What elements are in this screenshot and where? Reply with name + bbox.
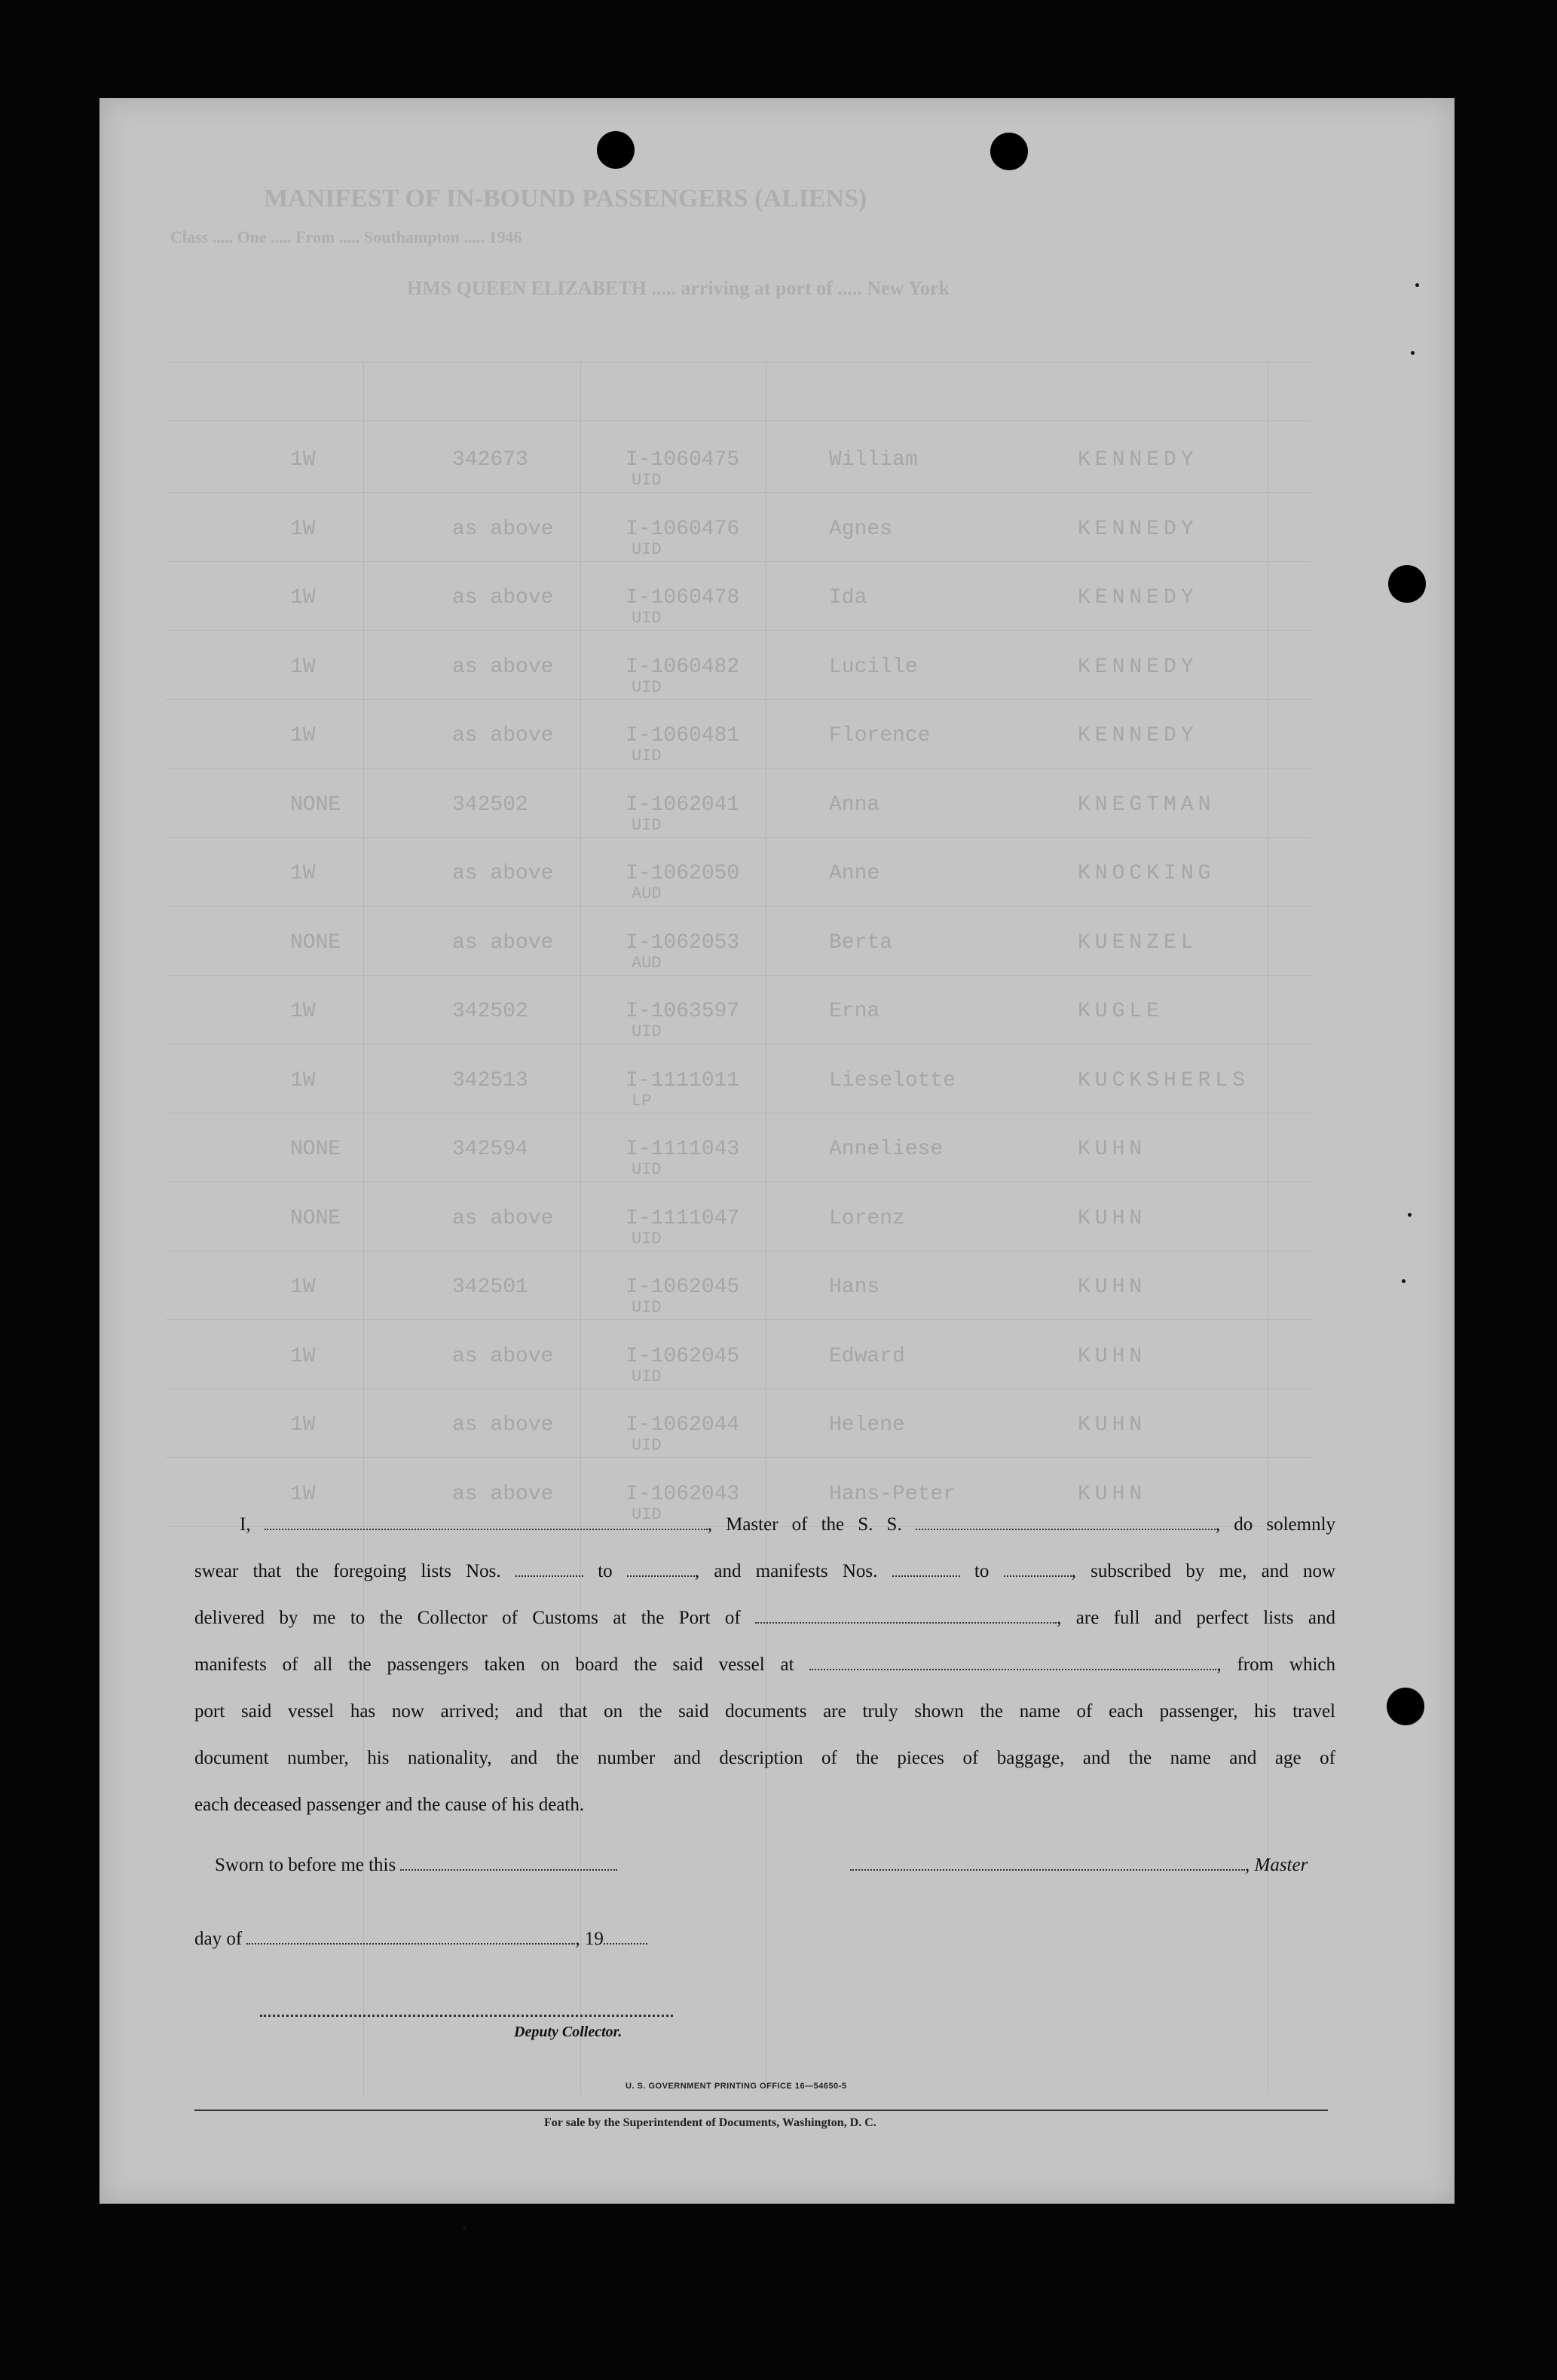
faded-row-note: as above	[452, 586, 554, 610]
punch-hole-right-lower	[1387, 1688, 1424, 1725]
faded-row-doc: I-1062045	[626, 1276, 740, 1299]
faded-row-given: Anneliese	[829, 1138, 944, 1161]
faded-row-code: UID	[632, 747, 662, 765]
faded-row-rule	[166, 1319, 1311, 1320]
faded-row-tag: 1W	[290, 655, 316, 679]
day-of-label: day of	[194, 1929, 243, 1949]
faded-row-tag: 1W	[290, 518, 316, 541]
faded-row-name: KENNEDY	[1078, 655, 1198, 679]
faded-row-given: Erna	[829, 1000, 880, 1023]
faded-row-doc: I-1062043	[626, 1483, 740, 1506]
faded-row-given: Edward	[829, 1345, 905, 1368]
master-oath	[194, 1502, 1335, 1829]
port-field	[755, 1609, 1057, 1624]
faded-row-name: KUHN	[1078, 1413, 1147, 1437]
punch-hole-top-right	[990, 133, 1028, 170]
faded-row-tag: 1W	[290, 586, 316, 610]
faded-row-doc: I-1060476	[626, 518, 740, 541]
oath-text: , subscribed by me, and now	[1071, 1561, 1336, 1581]
faded-row-note: as above	[452, 1483, 554, 1506]
faded-row-doc: I-1060481	[626, 724, 740, 747]
master-signature-line	[850, 1855, 1308, 1876]
faded-row-note: 342502	[452, 1000, 528, 1023]
punch-hole-right-upper	[1388, 565, 1426, 603]
faded-row-name: KENNEDY	[1078, 448, 1198, 472]
deputy-signature-field	[260, 2015, 673, 2017]
faded-row-doc: I-1062041	[626, 793, 740, 817]
faded-row-code: LP	[632, 1092, 652, 1111]
faded-row-code: AUD	[632, 884, 662, 903]
faded-row-doc: I-1060475	[626, 448, 740, 472]
oath-text: to	[974, 1561, 990, 1581]
faded-row-name: KUHN	[1078, 1483, 1147, 1506]
faded-row-note: as above	[452, 1207, 554, 1230]
faded-row-name: KUHN	[1078, 1345, 1147, 1368]
day-of-field	[246, 1929, 575, 1945]
faded-row-given: Lieselotte	[829, 1069, 956, 1092]
faded-row-name: KNEGTMAN	[1078, 793, 1216, 817]
faded-row-tag: 1W	[290, 862, 316, 885]
table-column-divider	[363, 362, 364, 2094]
faded-row-tag: NONE	[290, 1138, 341, 1161]
faded-row-given: Helene	[829, 1413, 905, 1437]
dust-speck	[1402, 1279, 1406, 1283]
faded-row-name: KENNEDY	[1078, 586, 1198, 610]
form-vessel-line: HMS QUEEN ELIZABETH ..... arriving at port of ..... New York	[407, 277, 950, 299]
faded-row-doc: I-1062053	[626, 931, 740, 955]
faded-row-given: Lorenz	[829, 1207, 905, 1230]
dust-speck	[1411, 351, 1415, 355]
faded-row-tag: 1W	[290, 1413, 316, 1437]
oath-text: , from which	[1216, 1654, 1336, 1675]
master-label: , Master	[1245, 1855, 1308, 1875]
punch-hole-top-left	[597, 131, 635, 169]
faded-row-name: KENNEDY	[1078, 518, 1198, 541]
faded-row-doc: I-1062045	[626, 1345, 740, 1368]
faded-row-note: 342501	[452, 1276, 528, 1299]
faded-row-rule	[166, 1043, 1311, 1044]
oath-text: , Master of the S. S.	[707, 1514, 902, 1535]
manifest-from-field	[892, 1562, 960, 1577]
sworn-line	[215, 1855, 617, 1876]
faded-row-note: 342513	[452, 1069, 528, 1092]
faded-row-note: 342594	[452, 1138, 528, 1161]
faded-row-doc: I-1060478	[626, 586, 740, 610]
faded-row-doc: I-1063597	[626, 1000, 740, 1023]
faded-row-code: UID	[632, 1367, 662, 1386]
faded-row-note: 342502	[452, 793, 528, 817]
faded-row-code: UID	[632, 1230, 662, 1248]
faded-row-given: Berta	[829, 931, 893, 955]
faded-row-given: Anne	[829, 862, 880, 885]
oath-text: each deceased passenger and the cause of his death.	[194, 1795, 585, 1815]
faded-row-given: William	[829, 448, 918, 472]
sworn-label: Sworn to before me this	[215, 1855, 396, 1875]
faded-row-code: UID	[632, 471, 662, 490]
faded-row-name: KUHN	[1078, 1138, 1147, 1161]
oath-text: port said vessel has now arrived; and that on the said documents are truly shown the name of each passenger, his travel	[194, 1701, 1335, 1722]
faded-row-rule	[166, 1457, 1311, 1458]
oath-text: delivered by me to the Collector of Customs at the Port of	[194, 1608, 741, 1628]
faded-row-tag: 1W	[290, 1000, 316, 1023]
oath-text: , are full and perfect lists and	[1057, 1608, 1336, 1628]
ship-name-field	[916, 1515, 1216, 1530]
faded-row-given: Hans-Peter	[829, 1483, 956, 1506]
faded-row-given: Anna	[829, 793, 880, 817]
faded-row-name: KUHN	[1078, 1207, 1147, 1230]
list-to-field	[627, 1562, 695, 1577]
faded-row-rule	[166, 975, 1311, 976]
sale-notice: For sale by the Superintendent of Documents, Washington, D. C.	[544, 2116, 876, 2129]
faded-row-tag: 1W	[290, 1069, 316, 1092]
day-of-line	[194, 1929, 647, 1950]
master-name-field	[265, 1515, 708, 1530]
faded-row-code: AUD	[632, 954, 662, 973]
list-from-field	[515, 1562, 583, 1577]
faded-row-code: UID	[632, 1160, 662, 1179]
faded-row-note: as above	[452, 518, 554, 541]
master-signature-field	[850, 1856, 1245, 1871]
faded-row-note: as above	[452, 724, 554, 747]
faded-row-note: as above	[452, 1345, 554, 1368]
faded-row-tag: 1W	[290, 1483, 316, 1506]
faded-row-given: Agnes	[829, 518, 893, 541]
faded-row-tag: NONE	[290, 1207, 341, 1230]
year-field	[604, 1929, 647, 1945]
faded-row-code: UID	[632, 1436, 662, 1455]
faded-row-name: KUGLE	[1078, 1000, 1164, 1023]
faded-row-code: UID	[632, 1298, 662, 1317]
faded-row-given: Florence	[829, 724, 931, 747]
oath-text: to	[598, 1561, 613, 1581]
footer-rule	[194, 2110, 1328, 2111]
faded-row-rule	[166, 492, 1311, 493]
faded-row-note: as above	[452, 931, 554, 955]
faded-row-note: as above	[452, 1413, 554, 1437]
table-column-divider	[580, 362, 581, 2094]
faded-row-code: UID	[632, 678, 662, 697]
faded-row-tag: 1W	[290, 724, 316, 747]
year-label: , 19	[575, 1929, 604, 1949]
deputy-collector-label: Deputy Collector.	[514, 2024, 622, 2040]
faded-row-given: Hans	[829, 1276, 880, 1299]
faded-row-rule	[166, 699, 1311, 700]
faded-row-given: Ida	[829, 586, 867, 610]
oath-text: , do solemnly	[1215, 1514, 1336, 1535]
faded-row-name: KUHN	[1078, 1276, 1147, 1299]
dust-speck	[1408, 1213, 1412, 1217]
faded-row-note: as above	[452, 655, 554, 679]
oath-text: , and manifests Nos.	[694, 1561, 878, 1581]
faded-row-doc: I-1062044	[626, 1413, 740, 1437]
faded-row-note: 342673	[452, 448, 528, 472]
faded-row-code: UID	[632, 1505, 662, 1524]
form-class-line: Class ..... One ..... From ..... Southampton ..... 1946	[170, 228, 522, 246]
faded-row-name: KENNEDY	[1078, 724, 1198, 747]
embarkation-port-field	[809, 1655, 1216, 1670]
form-title: MANIFEST OF IN-BOUND PASSENGERS (ALIENS)	[264, 185, 867, 212]
faded-row-code: UID	[632, 816, 662, 835]
faded-row-doc: I-1111011	[626, 1069, 740, 1092]
faded-row-note: as above	[452, 862, 554, 885]
faded-row-rule	[166, 837, 1311, 838]
faded-row-code: UID	[632, 540, 662, 559]
dust-speck	[463, 2226, 466, 2229]
faded-row-name: KUCKSHERLS	[1078, 1069, 1250, 1092]
faded-row-given: Lucille	[829, 655, 918, 679]
faded-row-tag: 1W	[290, 1345, 316, 1368]
faded-row-doc: I-1062050	[626, 862, 740, 885]
faded-row-code: UID	[632, 609, 662, 628]
dust-speck	[1415, 283, 1419, 287]
faded-row-name: KNOCKING	[1078, 862, 1216, 885]
faded-row-tag: NONE	[290, 931, 341, 955]
faded-row-rule	[166, 1113, 1311, 1114]
faded-row-rule	[166, 1181, 1311, 1182]
gpo-imprint: U. S. GOVERNMENT PRINTING OFFICE 16—54650-5	[626, 2082, 847, 2091]
faded-row-tag: 1W	[290, 448, 316, 472]
manifest-to-field	[1004, 1562, 1072, 1577]
faded-row-rule	[166, 561, 1311, 562]
faded-row-doc: I-1111043	[626, 1138, 740, 1161]
faded-row-rule	[166, 630, 1311, 631]
faded-row-doc: I-1111047	[626, 1207, 740, 1230]
faded-row-code: UID	[632, 1022, 662, 1041]
faded-row-tag: 1W	[290, 1276, 316, 1299]
faded-row-doc: I-1060482	[626, 655, 740, 679]
faded-row-name: KUENZEL	[1078, 931, 1198, 955]
table-header-rule	[166, 420, 1311, 421]
oath-text: document number, his nationality, and the number and description of the pieces of baggage, and the name and age of	[194, 1748, 1335, 1768]
sworn-date-field	[400, 1856, 617, 1871]
oath-text: I,	[240, 1514, 251, 1535]
oath-text: manifests of all the passengers taken on board the said vessel at	[194, 1654, 794, 1675]
faded-row-tag: NONE	[290, 793, 341, 817]
oath-text: swear that the foregoing lists Nos.	[194, 1561, 501, 1581]
